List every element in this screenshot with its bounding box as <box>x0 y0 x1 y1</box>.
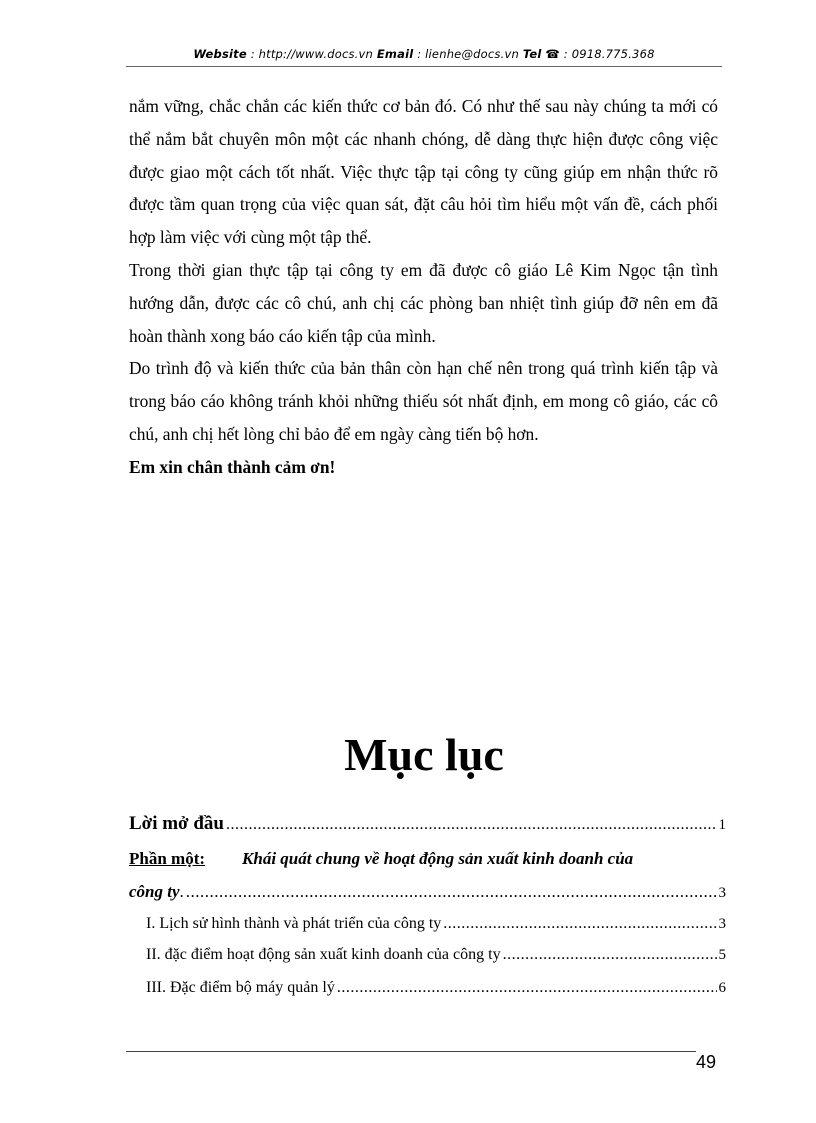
toc-entry-page: 5 <box>718 947 726 963</box>
toc-leader <box>226 816 717 834</box>
body-paragraph-3: Do trình độ và kiến thức của bản thân còn hạn chế nên trong quá trình kiến tập và trong báo cáo không tránh khỏi những thiếu sót nhất định, em mong cô giáo, các cô chú, anh chị hết lòng chỉ bảo để em ngày càng tiến bộ hơn. <box>129 358 718 444</box>
toc-entry-label: II. đặc điểm hoạt động sản xuất kinh doanh của công ty <box>146 946 501 963</box>
body-paragraph-2: Trong thời gian thực tập tại công ty em đã được cô giáo Lê Kim Ngọc tận tình hướng dẫn, được các cô chú, anh chị các phòng ban nhiệt tình giúp đỡ nên em đã hoàn thành xong báo cáo kiến tập của mình. <box>129 259 718 346</box>
toc-entry-label: III. Đặc điểm bộ máy quản lý <box>146 979 335 996</box>
toc-part-continuation[interactable] <box>129 882 726 902</box>
email-label: Email <box>376 47 414 61</box>
toc-leader <box>443 915 716 933</box>
toc-entry[interactable] <box>146 979 726 997</box>
tel-label: Tel <box>522 47 542 61</box>
phone-icon: ☎ <box>545 47 560 61</box>
toc-entry[interactable] <box>146 946 726 964</box>
toc-entry-intro[interactable] <box>129 813 726 835</box>
toc-entry-page: 6 <box>718 980 726 996</box>
toc-part-prefix: Phần một: <box>129 849 206 868</box>
toc-entry-label: I. Lịch sử hình thành và phát triển của công ty <box>146 915 442 932</box>
website-label: Website <box>193 47 247 61</box>
email-value: : lienhe@docs.vn <box>413 47 523 61</box>
toc-title: Mục lục <box>344 729 504 780</box>
toc-entry-page: 3 <box>718 885 726 901</box>
footer-divider <box>126 1051 696 1052</box>
toc-leader <box>337 979 717 997</box>
toc-part-suffix: . <box>179 882 184 901</box>
toc-part-heading[interactable] <box>129 849 726 869</box>
page-number: 49 <box>696 1052 717 1072</box>
toc-entry-page: 1 <box>718 817 726 833</box>
toc-leader <box>503 946 717 964</box>
body-text <box>129 90 718 484</box>
toc-entry-label: Lời mở đầu <box>129 813 224 834</box>
toc-leader <box>186 882 717 902</box>
tel-value: : 0918.775.368 <box>559 47 655 61</box>
page-header <box>126 47 722 61</box>
header-divider <box>126 66 722 67</box>
toc-part-title: Khái quát chung về hoạt động sản xuất kinh doanh của <box>242 849 634 868</box>
toc-part-title-line2: công ty <box>129 882 180 901</box>
toc-entry[interactable] <box>146 915 726 933</box>
closing-line: Em xin chân thành cảm ơn! <box>129 456 336 477</box>
toc-entry-page: 3 <box>718 916 726 932</box>
body-paragraph-1: nắm vững, chắc chắn các kiến thức cơ bản đó. Có như thế sau này chúng ta mới có thể nắm bắt chuyên môn một các nhanh chóng, dễ dàng thực hiện được công việc được giao một cách tốt nhất. Việc thực tập tại công ty cũng giúp em nhận thức rõ được tầm quan trọng của việc quan sát, đặt câu hỏi tìm hiểu một vấn đề, cách phối hợp làm việc với cùng một tập thể. <box>129 96 718 248</box>
website-value: : http://www.docs.vn <box>246 47 377 61</box>
